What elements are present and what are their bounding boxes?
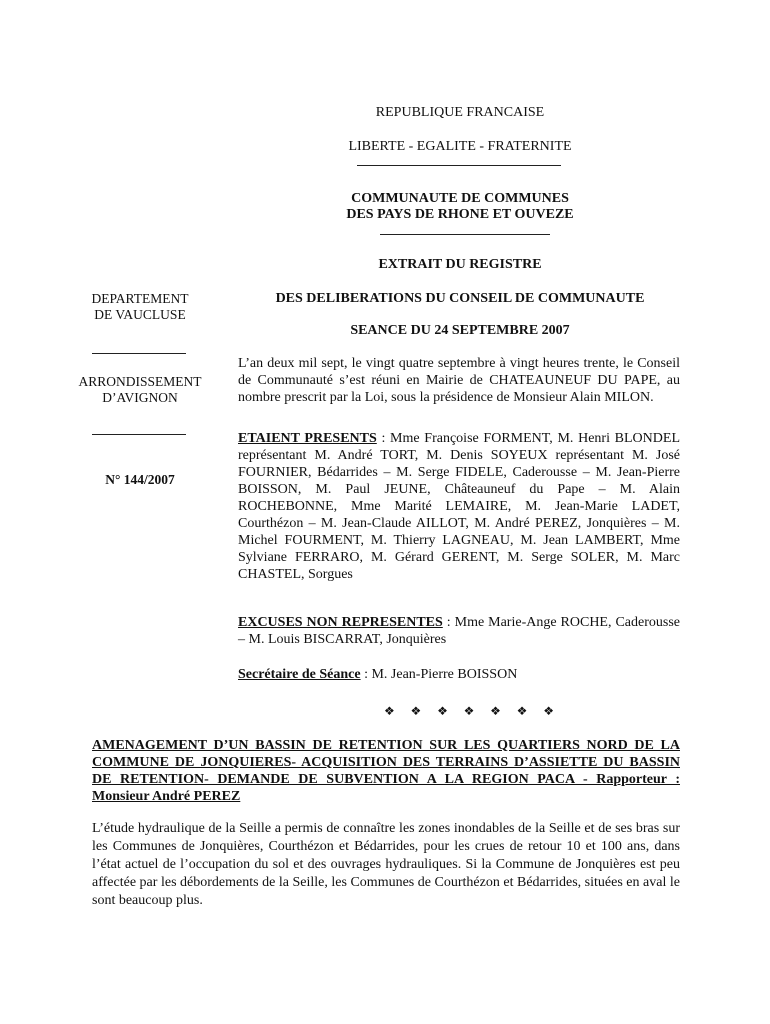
- diamond-icon: ❖: [516, 704, 528, 718]
- org-name-line1: COMMUNAUTE DE COMMUNES: [351, 191, 569, 206]
- republic-heading: REPUBLIQUE FRANCAISE: [375, 105, 545, 120]
- departement-line1: DEPARTEMENT: [91, 291, 189, 306]
- extract-heading: EXTRAIT DU REGISTRE: [378, 257, 542, 272]
- header-divider-1: [357, 165, 561, 166]
- diamond-icon: ❖: [490, 704, 501, 718]
- secretaire-text: : M. Jean-Pierre BOISSON: [360, 667, 518, 682]
- departement-line2: DE VAUCLUSE: [94, 307, 186, 322]
- departement-label: [66, 291, 214, 323]
- presents-text: : Mme Françoise FORMENT, M. Henri BLONDEL représentant M. André TORT, M. Denis SOYEUX représentant M. José FOURNIER, Bédarrides – M. Serge FIDELE, Caderousse – M. Jean-Pierre BOISSON, M. Paul JEUNE, Châteauneuf du Pape – M. Alain ROCHEBONNE, Mme Marité LEMAIRE, M. Jean-Marie LADET, Courthézon – M. Jean-Claude AILLOT, M. André PEREZ, Jonquières – M. Michel FOURMENT, M. Thierry LAGNEAU, M. Jean LAMBERT, Mme Sylviane FERRARO, M. Gérard GERENT, M. Serge SOLER, M. Marc CHASTEL, Sorgues: [238, 431, 680, 582]
- deliberation-number: N° 144/2007: [105, 472, 175, 487]
- arrondissement-label: [66, 374, 214, 406]
- secretaire-label: Secrétaire de Séance: [238, 667, 361, 682]
- arrondissement-line2: D’AVIGNON: [102, 390, 178, 405]
- header-divider-2: [380, 234, 550, 235]
- deliberations-heading: DES DELIBERATIONS DU CONSEIL DE COMMUNAUTE: [275, 291, 645, 306]
- separator-ornament: [384, 703, 554, 720]
- left-divider-1: [92, 353, 186, 354]
- diamond-icon: ❖: [437, 704, 448, 718]
- diamond-icon: ❖: [463, 704, 475, 718]
- seance-heading: SEANCE DU 24 SEPTEMBRE 2007: [350, 323, 570, 338]
- diamond-icon: ❖: [410, 704, 422, 718]
- presents-paragraph: [238, 430, 680, 583]
- arrondissement-line1: ARRONDISSEMENT: [78, 374, 202, 389]
- diamond-icon: ❖: [384, 704, 395, 718]
- left-divider-2: [92, 434, 186, 435]
- intro-paragraph: L’an deux mil sept, le vingt quatre septembre à vingt heures trente, le Conseil de Communauté s’est réuni en Mairie de CHATEAUNEUF DU PAPE, au nombre prescrit par la Loi, sous la présidence de Monsieur Alain MILON.: [238, 356, 680, 405]
- excuses-label: EXCUSES NON REPRESENTES: [238, 615, 443, 630]
- body-paragraph: L’étude hydraulique de la Seille a permis de connaître les zones inondables de la Seille et de ses bras sur les Communes de Jonquières, Courthézon et Bédarrides, pour les crues de retour 10 et 100 ans, dans l’état actuel de l’occupation du sol et des ouvrages hydrauliques. Si la Commune de Jonquières est peu affectée par les débordements de la Seille, les Communes de Courthézon et Bédarrides, situées en aval le sont beaucoup plus.: [92, 821, 680, 908]
- presents-label: ETAIENT PRESENTS: [238, 431, 377, 446]
- excuses-text: : Mme Marie-Ange ROCHE, Caderousse – M. Louis BISCARRAT, Jonquières: [238, 615, 680, 647]
- excuses-paragraph: [238, 614, 680, 648]
- section-title: AMENAGEMENT D’UN BASSIN DE RETENTION SUR LES QUARTIERS NORD DE LA COMMUNE DE JONQUIERES- ACQUISITION DES TERRAINS D’ASSIETTE DU BASSIN DE RETENTION- DEMANDE DE SUBVENTION A LA REGION PACA - Rapporteur : Monsieur André PEREZ: [92, 738, 680, 804]
- secretaire-paragraph: [238, 666, 680, 683]
- org-name-line2: DES PAYS DE RHONE ET OUVEZE: [346, 207, 574, 222]
- diamond-icon: ❖: [543, 704, 554, 718]
- motto-heading: LIBERTE - EGALITE - FRATERNITE: [348, 139, 572, 154]
